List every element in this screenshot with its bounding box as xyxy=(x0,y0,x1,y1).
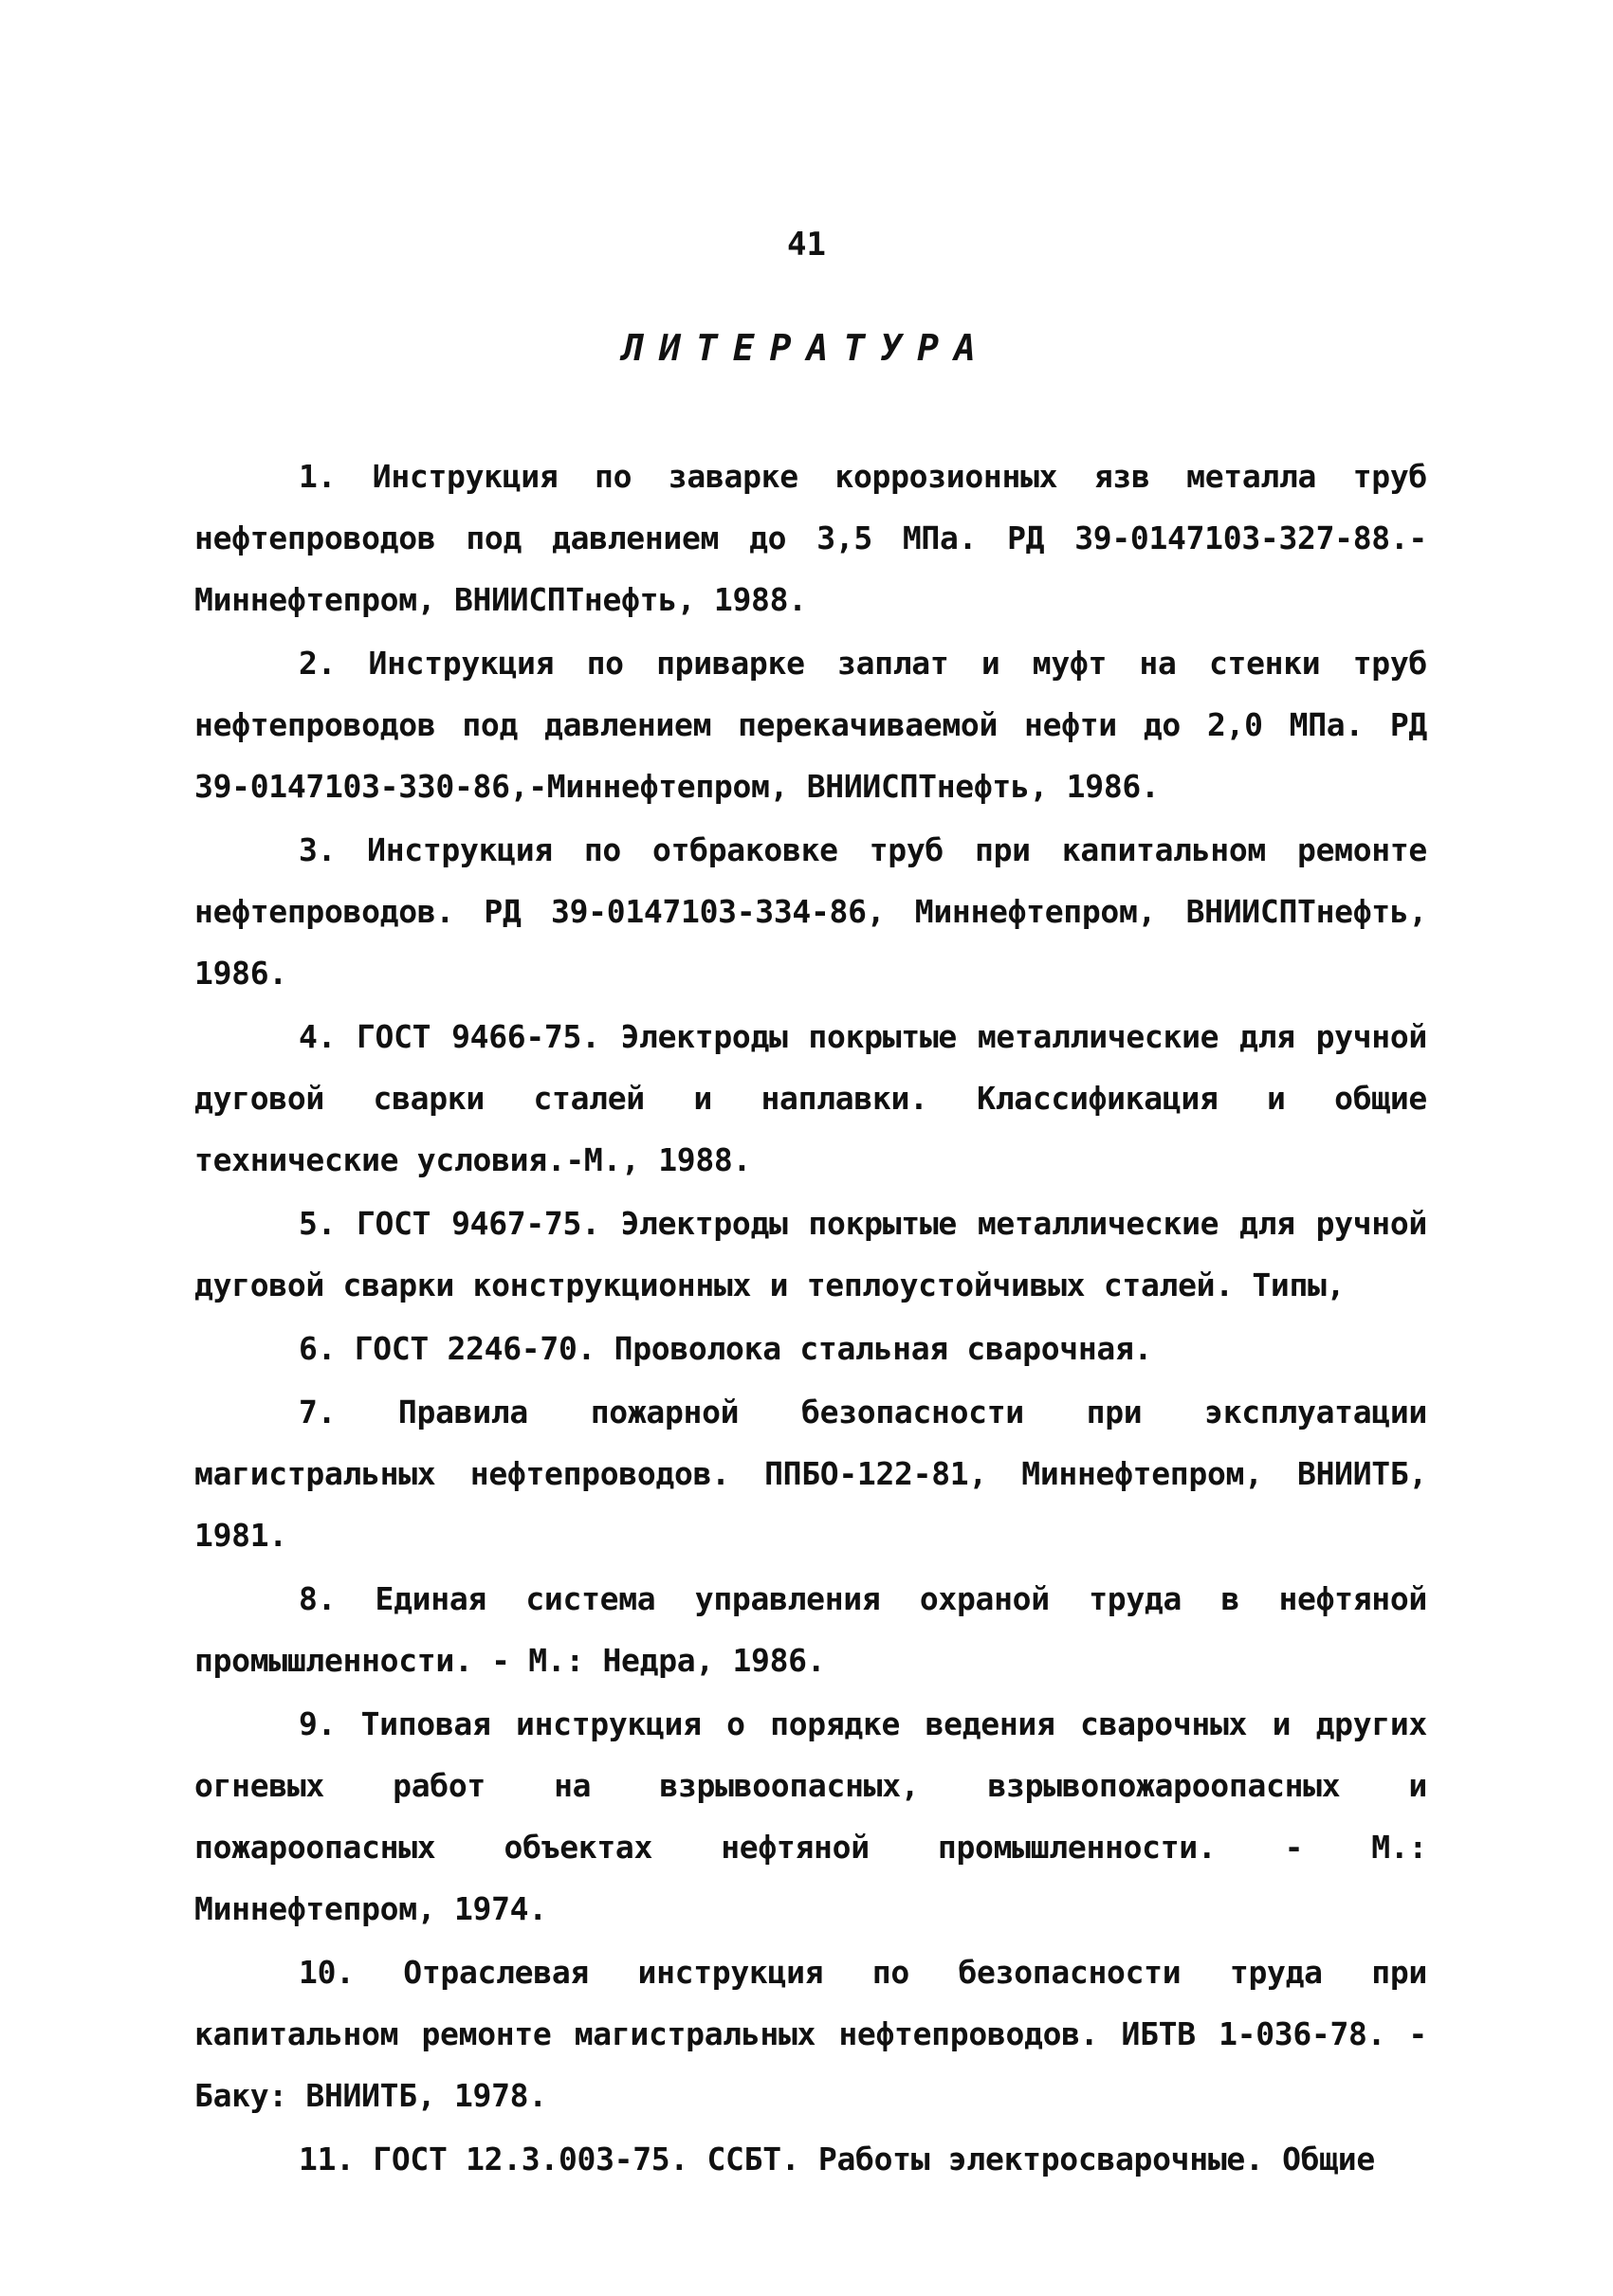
reference-list xyxy=(194,446,1427,2192)
reference-item-1: 1. Инструкция по заварке коррозионных язв металла труб нефтепроводов под давлением до 3,5 МПа. РД 39-0147103-327-88.-Миннефтепром, ВНИИСПТнефть, 1988. xyxy=(194,458,1427,618)
reference-item-10: 10. Отраслевая инструкция по безопасности труда при капитальном ремонте магистральных нефтепроводов. ИБТВ 1-036-78. - Баку: ВНИИТБ, 1978. xyxy=(194,1954,1427,2114)
page-title: ЛИТЕРАТУРА xyxy=(622,327,991,369)
reference-item-5: 5. ГОСТ 9467-75. Электроды покрытые металлические для ручной дуговой сварки конструкционных и теплоустойчивых сталей. Типы, xyxy=(194,1205,1427,1303)
reference-item-4: 4. ГОСТ 9466-75. Электроды покрытые металлические для ручной дуговой сварки сталей и наплавки. Классификация и общие технические условия.-М., 1988. xyxy=(194,1018,1427,1178)
reference-item-9: 9. Типовая инструкция о порядке ведения сварочных и других огневых работ на взрывоопасных, взрывопожароопасных и пожароопасных объектах нефтяной промышленности. - М.: Миннефтепром, 1974. xyxy=(194,1705,1427,1927)
reference-item-3: 3. Инструкция по отбраковке труб при капитальном ремонте нефтепроводов. РД 39-0147103-334-86, Миннефтепром, ВНИИСПТнефть, 1986. xyxy=(194,831,1427,992)
reference-item-8: 8. Единая система управления охраной труда в нефтяной промышленности. - М.: Недра, 1986. xyxy=(194,1580,1427,1679)
reference-item-11: 11. ГОСТ 12.3.003-75. ССБТ. Работы электросварочные. Общие xyxy=(299,2141,1375,2178)
reference-item-6: 6. ГОСТ 2246-70. Проволока стальная сварочная. xyxy=(299,1330,1153,1367)
reference-item-2: 2. Инструкция по приварке заплат и муфт на стенки труб нефтепроводов под давлением перекачиваемой нефти до 2,0 МПа. РД 39-0147103-330-86,-Миннефтепром, ВНИИСПТнефть, 1986. xyxy=(194,645,1427,805)
page-number: 41 xyxy=(787,226,826,264)
reference-item-7: 7. Правила пожарной безопасности при эксплуатации магистральных нефтепроводов. ППБО-122-81, Миннефтепром, ВНИИТБ, 1981. xyxy=(194,1394,1427,1554)
